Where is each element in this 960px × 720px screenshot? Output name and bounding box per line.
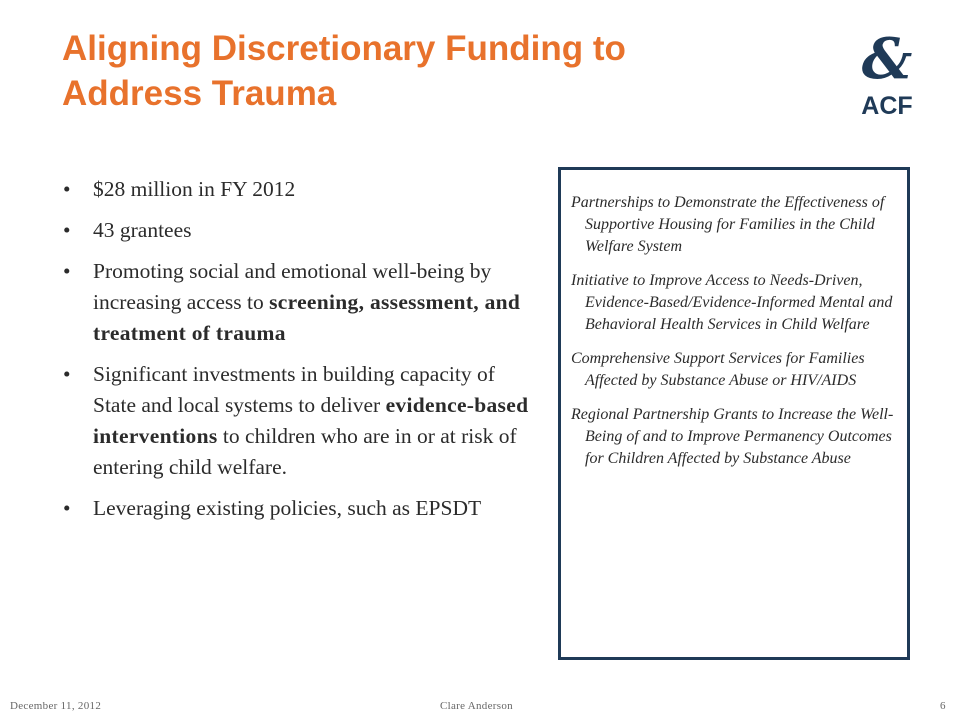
program-item: Comprehensive Support Services for Families Affected by Substance Abuse or HIV/AIDS — [571, 350, 865, 389]
slide-title-line-1: Aligning Discretionary Funding to — [62, 29, 626, 68]
ampersand-icon: & — [861, 28, 913, 92]
footer-presenter: Clare Anderson — [440, 700, 513, 712]
bullet-item — [60, 493, 540, 524]
bullet-text: $28 million in FY 2012 — [93, 177, 296, 201]
program-list-box — [558, 167, 910, 660]
bullet-text: Significant investments in building capacity of State and local systems to deliver — [93, 362, 495, 417]
page-number: 6 — [940, 700, 946, 712]
slide-title — [62, 26, 782, 116]
bullet-text: to children who are in or at risk of entering child welfare. — [93, 424, 517, 479]
acf-logo — [858, 28, 920, 124]
bullet-text: Leveraging existing policies, such as EPSDT — [93, 496, 482, 520]
bullet-emphasis: screening, assessment, and treatment of trauma — [93, 290, 521, 345]
program-item: Regional Partnership Grants to Increase the Well-Being of and to Improve Permanency Outcomes for Children Affected by Substance Abuse — [571, 406, 894, 467]
footer-date: December 11, 2012 — [10, 700, 102, 712]
bullet-list — [60, 174, 540, 534]
bullet-text: Promoting social and emotional well-being by increasing access to — [93, 259, 492, 314]
bullet-item — [60, 359, 540, 483]
logo-text: ACF — [861, 92, 913, 120]
program-item: Partnerships to Demonstrate the Effectiveness of Supportive Housing for Families in the Child Welfare System — [571, 194, 885, 255]
bullet-item — [60, 215, 540, 246]
slide-title-line-2: Address Trauma — [62, 74, 337, 113]
bullet-text: 43 grantees — [93, 218, 192, 242]
program-item: Initiative to Improve Access to Needs-Driven, Evidence-Based/Evidence-Informed Mental and Behavioral Health Services in Child Welfare — [571, 272, 893, 333]
bullet-item — [60, 256, 540, 349]
acf-logo-graphic — [858, 28, 920, 124]
bullet-item — [60, 174, 540, 205]
bullet-emphasis: evidence-based interventions — [93, 393, 529, 448]
